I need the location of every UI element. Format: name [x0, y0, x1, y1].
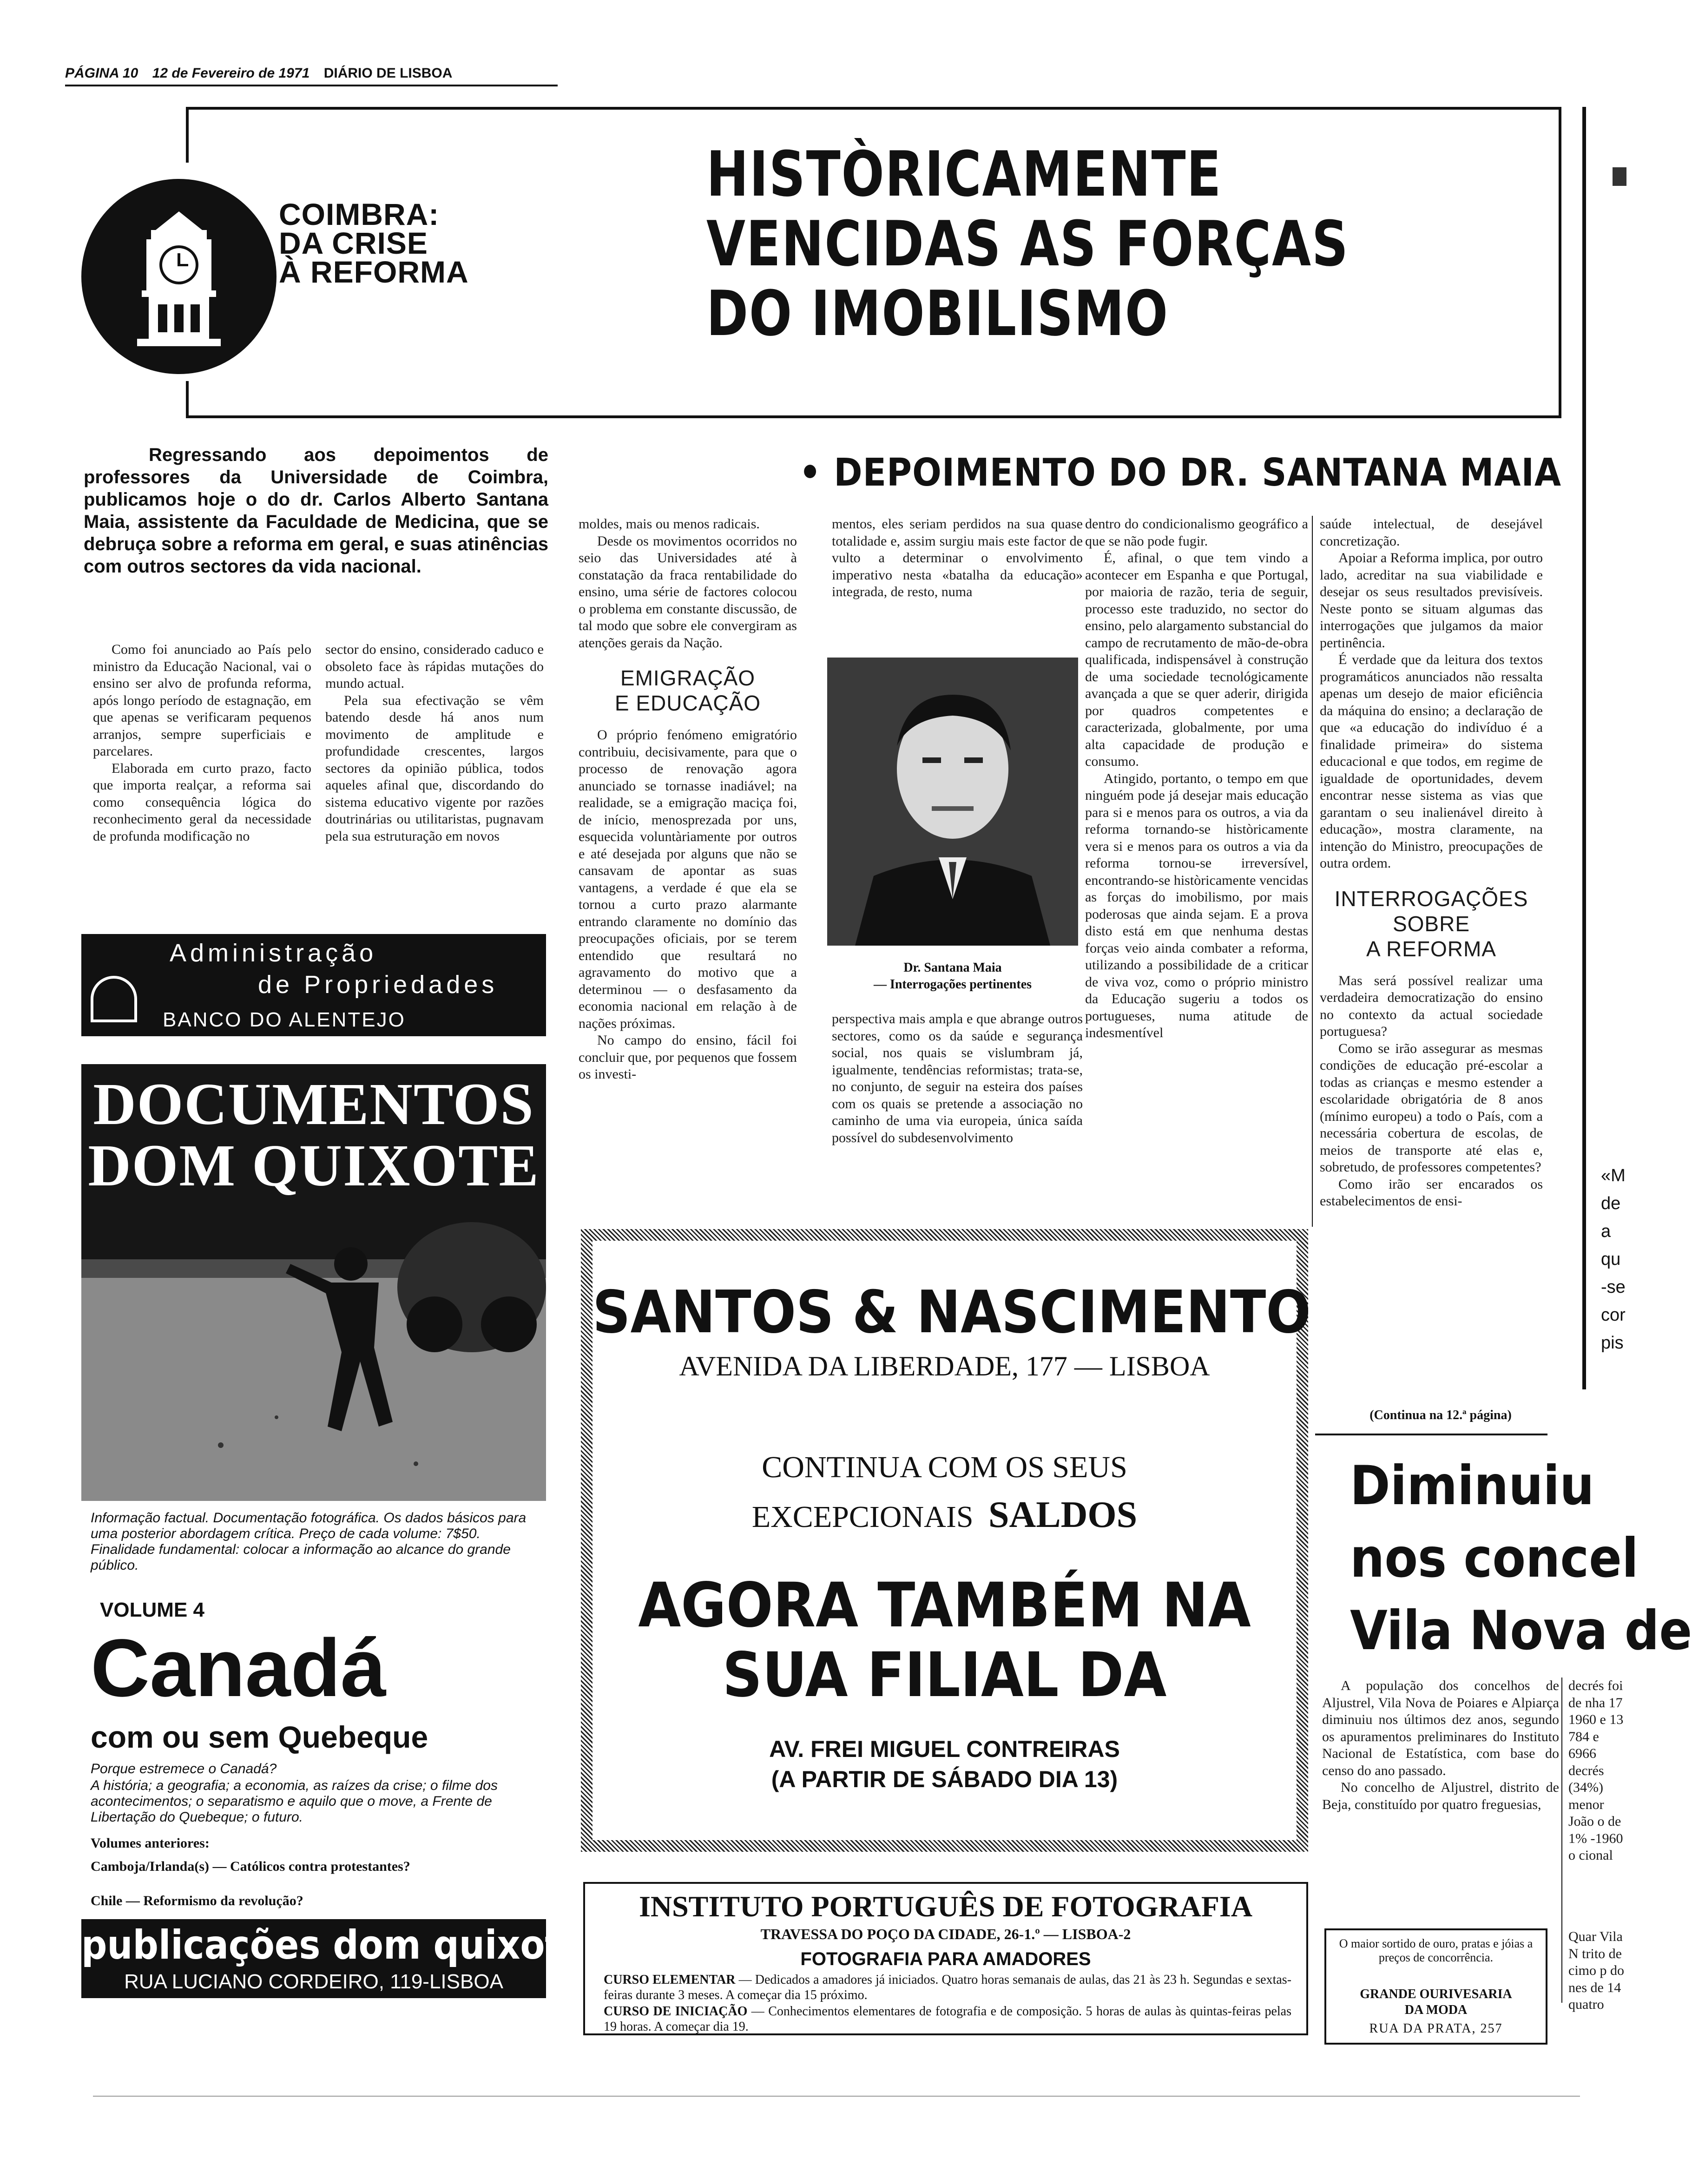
article-col-6 — [1320, 516, 1543, 1417]
ad-ipf-curso-2-text: — Conhecimentos elementares de fotografia e de composição. 5 horas de aulas às quintas-feiras pelas 19 horas. A começar dia 19. — [604, 2004, 1292, 2034]
ad-quixote-title-line-1: DOCUMENTOS — [93, 1071, 534, 1137]
continua-note: (Continua na 12.ª página) — [1369, 1408, 1512, 1422]
subhead-interrogacoes-line-1: INTERROGAÇÕES — [1334, 886, 1528, 911]
article-col-1-p2: Elaborada em curto prazo, facto que importa realçar, a reforma sai como consequência lógica do reconhecimento geral da necessidade de profunda modificação no — [93, 760, 311, 844]
ad-ipf-title: INSTITUTO PORTUGUÊS DE FOTOGRAFIA — [639, 1890, 1253, 1923]
ad-ourivesaria-name-2: DA MODA — [1404, 2003, 1468, 2017]
banco-logo-icon — [91, 976, 137, 1022]
article-col-6-p2: Apoiar a Reforma implica, por outro lado, acreditar na sua viabilidade e desejar os seus resultados previsíveis. Neste ponto se situam algumas das interrogações que julgamos da maior pertinência. — [1320, 550, 1543, 651]
ad-quixote-desc: Informação factual. Documentação fotográfica. Os dados básicos para uma posterior abordagem crítica. Preço de cada volume: 7$50. Finalidade fundamental: colocar a informação ao alcance do grande público. — [91, 1510, 527, 1573]
right-edge-strip — [1613, 167, 1626, 186]
ad-quixote-prev-label: Volumes anteriores: — [91, 1835, 210, 1851]
headline — [706, 139, 1459, 349]
article-col-4-p1: mentos, eles seriam perdidos na sua quase totalidade e, assim surgiu mais este factor de vulto a determinar o envolvimento imperativo nesta «batalha da educação» integrada, de resto, numa — [832, 516, 1083, 599]
article-lead: Regressando aos depoimentos de professores da Universidade de Coimbra, publicamos hoje o do dr. Carlos Alberto Santana Maia, assistente da Faculdade de Medicina, que se debruça sobre a reforma em geral, e suas atinências com outros sectores da vida nacional. — [84, 445, 548, 577]
ad-quixote-big: Canadá — [91, 1623, 386, 1714]
ad-quixote-subtitle: com ou sem Quebeque — [91, 1720, 428, 1754]
page-date: 12 de Fevereiro de 1971 — [152, 66, 310, 81]
ad-ipf-curso-1 — [604, 1972, 1291, 2003]
headline-line-1: HISTÒRICAMENTE — [706, 138, 1222, 211]
right-headline-line-1: Diminuiu — [1350, 1454, 1594, 1517]
article-col-4-p2: perspectiva mais ampla e que abrange outros sectores, como os da saúde e segurança social, nos quais se vislumbram já, igualmente, tendências reformistas; trata-se, no conjunto, de seguir na esteira dos países com os quais se pretende a associação no caminho de uma via europeia, única saída possível do subdesenvolvimento — [832, 1011, 1083, 1145]
section-logo — [81, 179, 277, 374]
ad-santos-line-1: CONTINUA COM OS SEUS — [762, 1450, 1127, 1484]
headline-line-2: VENCIDAS AS FORÇAS — [706, 208, 1349, 280]
paper-name: DIÁRIO DE LISBOA — [323, 66, 453, 81]
ad-santos-filial: AV. FREI MIGUEL CONTREIRAS — [769, 1736, 1120, 1762]
subhead-emigracao-line-2: E EDUCAÇÃO — [614, 691, 761, 715]
article-col-1 — [93, 641, 311, 920]
article-col-3-p3: O próprio fenómeno emigratório contribuiu, decisivamente, para que o processo de renovação agora anunciado se tornasse inadiável; na realidade, se a emigração maciça foi, de início, menosprezada por uns, esquecida voluntàriamente por outros e até desejada por alguns que não se cansavam de apontar as suas vantagens, a verdade é que ela se tornou a curto prazo alarmante entrando claramente no domínio das preocupações oficiais, por se terem entendido que resultará no agravamento do motivo que a determinou — o desfasamento da economia nacional em relação à de nações próximas. — [579, 727, 797, 1031]
ad-santos-big-line-2: SUA FILIAL DA — [722, 1639, 1167, 1711]
ad-ipf-curso-1-text: — Dedicados a amadores já iniciados. Quatro horas semanais de aulas, das 21 às 23 h. Segundas e sextas-feiras durante 3 meses. A começar dia 15 próximo. — [604, 1973, 1292, 2002]
right-article-col-b: decrés foi de nha 17 1960 e 13 784 e 6966 decrés (34%) menor João o de 1% -1960 o cional — [1568, 1678, 1624, 1863]
ad-santos-nascimento — [593, 1241, 1311, 1840]
subhead-emigracao — [579, 665, 797, 716]
masthead-rule — [65, 85, 558, 86]
ad-santos-big — [593, 1571, 1297, 1710]
ad-santos-big-line-1: AGORA TAMBÉM NA — [638, 1570, 1251, 1641]
ad-dom-quixote — [81, 1064, 587, 1998]
article-col-4-bottom — [832, 1011, 1083, 1224]
section-logo-line-1: COIMBRA: — [279, 197, 440, 231]
article-col-5-p1: dentro do condicionalismo geográfico a que se não pode fugir. — [1085, 516, 1308, 549]
article-col-5-p2: É, afinal, o que tem vindo a acontecer em Espanha e que Portugal, por maioria de razão, teria de seguir, processo este traduzido, no sector do ensino, pelo alargamento substancial do campo de recrutamento de mão-de-obra qualificada, indispensável à construção de uma sociedade tecnológicamente avançada a que se quer aderir, dirigida por quadros competentes e caracterizada, globalmente, por uma alta capacidade de produção e consumo. — [1085, 550, 1308, 769]
right-box-rule — [1582, 107, 1586, 1389]
ad-ourivesaria-name-1: GRANDE OURIVESARIA — [1360, 1987, 1512, 2001]
ad-ipf-curso-1-label: CURSO ELEMENTAR — [604, 1973, 736, 1987]
clock-tower-icon — [81, 179, 277, 374]
right-article-col-a — [1322, 1677, 1559, 1873]
ad-ipf — [583, 1882, 1308, 2035]
ad-santos-name: SANTOS & NASCIMENTO — [593, 1278, 1311, 1346]
article-col-2 — [325, 641, 544, 920]
article-col-6-p1: saúde intelectual, de desejável concretização. — [1320, 516, 1543, 549]
right-headline-line-3: Vila Nova de — [1350, 1599, 1692, 1662]
ad-ipf-curso-2 — [604, 2004, 1291, 2034]
ad-ipf-address: TRAVESSA DO POÇO DA CIDADE, 26-1.º — LISBOA-2 — [760, 1926, 1131, 1942]
subhead-interrogacoes-line-3: A REFORMA — [1366, 936, 1496, 961]
subhead-emigracao-line-1: EMIGRAÇÃO — [620, 666, 756, 690]
ad-quixote-brand: publicações dom quixote — [81, 1922, 587, 1968]
article-col-6-p3: É verdade que da leitura dos textos programáticos anunciados não ressalta apenas um desejo de maior eficiência da máquina do ensino; a declaração de que «a educação do indivíduo é a finalidade primeira» do sistema educacional e que todos, em regime de igualdade de oportunidades, devem encontrar nesse sistema as vias que garantam o seu inalienável direito à educação», mostra claramente, na intenção do Ministro, preocupações de outra ordem. — [1320, 652, 1543, 871]
right-article-col-c: Quar Vila N trito de cimo p do nes de 14 quatro — [1568, 1929, 1624, 2012]
right-article-p2: No concelho de Aljustrel, distrito de Beja, constituído por quatro freguesias, — [1322, 1780, 1559, 1812]
ad-ipf-sub: FOTOGRAFIA PARA AMADORES — [800, 1949, 1091, 1969]
subhead-interrogacoes-line-2: SOBRE — [1392, 911, 1470, 936]
article-col-5-p3: Atingido, portanto, o tempo em que ninguém pode já desejar mais educação para si e menos para os outros, a via da reforma tornando-se històricamente vera si e menos para os outros a via da reforma tornou-se irreversível, encontrando-se històricamente vencidas as forças do imobilismo, por mais poderosas que ainda sejam. E a prova disto está em que nenhuma destas forças veio ainda combater a reforma, utilizando a possibilidade de a criticar de viva voz, como o próprio ministro da Educação sugeriu a todos os portugueses, numa atitude de indesmentível — [1085, 770, 1308, 1040]
section-logo-text — [279, 197, 539, 289]
article-col-5 — [1085, 516, 1308, 1222]
photo-caption-line-1: Dr. Santana Maia — [903, 960, 1002, 975]
col-5-6-divider — [1312, 516, 1313, 1227]
article-col-4-top — [832, 516, 1083, 655]
ad-banco-line-2: de Propriedades — [258, 971, 498, 999]
right-article-p1: A população dos concelhos de Aljustrel, Vila Nova de Poiares e Alpiarça diminuiu nos últimos dez anos, segundo os apuramentos preliminares do Instituto Nacional de Estatística, com base do censo do ano passado. — [1322, 1678, 1559, 1778]
headline-line-3: DO IMOBILISMO — [706, 277, 1169, 350]
article-col-2-p1: sector do ensino, considerado caduco e obsoleto face às rápidas mutações do mundo actual. — [325, 642, 544, 691]
ad-santos-line-2 — [593, 1494, 1297, 1536]
ad-santos-saldos: SALDOS — [988, 1494, 1138, 1535]
section-logo-line-3: À REFORMA — [279, 255, 469, 289]
article-col-3-p4: No campo do ensino, fácil foi concluir que, por pequenos que fossem os investi- — [579, 1033, 797, 1082]
ad-quixote-prev-2: Chile — Reformismo da revolução? — [91, 1893, 303, 1908]
page-number: PÁGINA 10 — [65, 66, 138, 81]
ad-banco-line-1: Administração — [170, 939, 377, 967]
article-col-6-p6: Como irão ser encarados os estabelecimentos de ensi- — [1320, 1176, 1543, 1209]
ad-banco-alentejo — [81, 934, 546, 1036]
continua-rule — [1315, 1434, 1547, 1435]
ad-quixote-q2: A história; a geografia; a economia, as raízes da crise; o filme dos acontecimentos; o separatismo e aquilo que o move, a Frente de Libertação do Quebeque; o futuro. — [91, 1778, 498, 1825]
article-col-6-p4: Mas será possível realizar uma verdadeira democratização do ensino no contexto da actual sociedade portuguesa? — [1320, 973, 1543, 1039]
article-col-3-p2: Desde os movimentos ocorridos no seio das Universidades até à constatação da fraca rentabilidade do ensino, uma série de factores colocou o problema em constante discussão, de tal modo que sobre ele convergiram as atenções gerais da Nação. — [579, 533, 797, 651]
article-col-3 — [579, 516, 797, 1222]
ad-quixote-q1: Porque estremece o Canadá? — [91, 1761, 277, 1776]
ad-ipf-curso-2-label: CURSO DE INICIAÇÃO — [604, 2004, 748, 2019]
article-col-6-p5: Como se irão assegurar as mesmas condições de educação pré-escolar a todas as crianças e mesmo estender a escolaridade obrigatória de 8 anos (mínimo europeu) a todo o País, com a necessária cobertura de escolas, de meios de transporte até elas e, sobretudo, de professores competentes? — [1320, 1040, 1543, 1175]
photo-caption — [827, 960, 1078, 993]
bottom-rule — [93, 2096, 1580, 2097]
article-col-3-p1: moldes, mais ou menos radicais. — [579, 516, 760, 532]
article-col-1-p1: Como foi anunciado ao País pelo ministro da Educação Nacional, vai o ensino ser alvo de profunda reforma, após longo período de estagnação, em que apenas se verificaram pequenos arranjos, sempre superficiais e parcelares. — [93, 642, 311, 759]
ad-santos-sabado: (A PARTIR DE SÁBADO DIA 13) — [771, 1766, 1118, 1792]
ad-santos-line-2a: EXCEPCIONAIS — [751, 1500, 974, 1534]
ad-quixote-title-line-2: DOM QUIXOTE — [88, 1132, 540, 1198]
right-col-divider — [1561, 1677, 1562, 2003]
subhead-interrogacoes — [1320, 886, 1543, 961]
ad-ourivesaria-address: RUA DA PRATA, 257 — [1369, 2021, 1503, 2036]
subheadline: • DEPOIMENTO DO DR. SANTANA MAIA — [799, 451, 1561, 495]
ad-ourivesaria-line-1: O maior sortido de ouro, pratas e jóias a preços de concorrência. — [1339, 1937, 1533, 1964]
ad-quixote-title — [81, 1073, 546, 1196]
article-col-2-p2: Pela sua efectivação se vêm batendo desde há anos num movimento de amplitude e profundidade crescentes, largos sectores da opinião pública, todos aqueles afinal que, discordando do sistema educativo vigente por razões doutrinárias ou utilitaristas, pugnavam pela sua estruturação em novos — [325, 692, 544, 844]
right-fragment: «M de a qu -se cor pis — [1601, 1166, 1626, 1353]
portrait-figure-icon — [827, 658, 1078, 946]
ad-banco-line-3: BANCO DO ALENTEJO — [163, 1008, 406, 1031]
headline-box-left-rule-top — [186, 107, 189, 163]
ad-santos-address: AVENIDA DA LIBERDADE, 177 — LISBOA — [679, 1351, 1210, 1381]
ad-quixote-prev-1: Camboja/Irlanda(s) — Católicos contra protestantes? — [91, 1859, 410, 1874]
headline-box-left-rule-bottom — [186, 381, 189, 418]
ad-quixote-address: RUA LUCIANO CORDEIRO, 119-LISBOA — [124, 1970, 503, 1993]
right-headline-line-2: nos concel — [1350, 1527, 1639, 1590]
ad-quixote-volume: VOLUME 4 — [100, 1599, 204, 1621]
photo-caption-line-2: — Interrogações pertinentes — [873, 977, 1032, 992]
portrait-photo — [827, 658, 1078, 946]
section-logo-line-2: DA CRISE — [279, 226, 428, 260]
right-article-headline — [1350, 1450, 1692, 1667]
ad-ourivesaria — [1324, 1928, 1547, 2045]
ad-quixote-footer — [81, 1919, 587, 1998]
